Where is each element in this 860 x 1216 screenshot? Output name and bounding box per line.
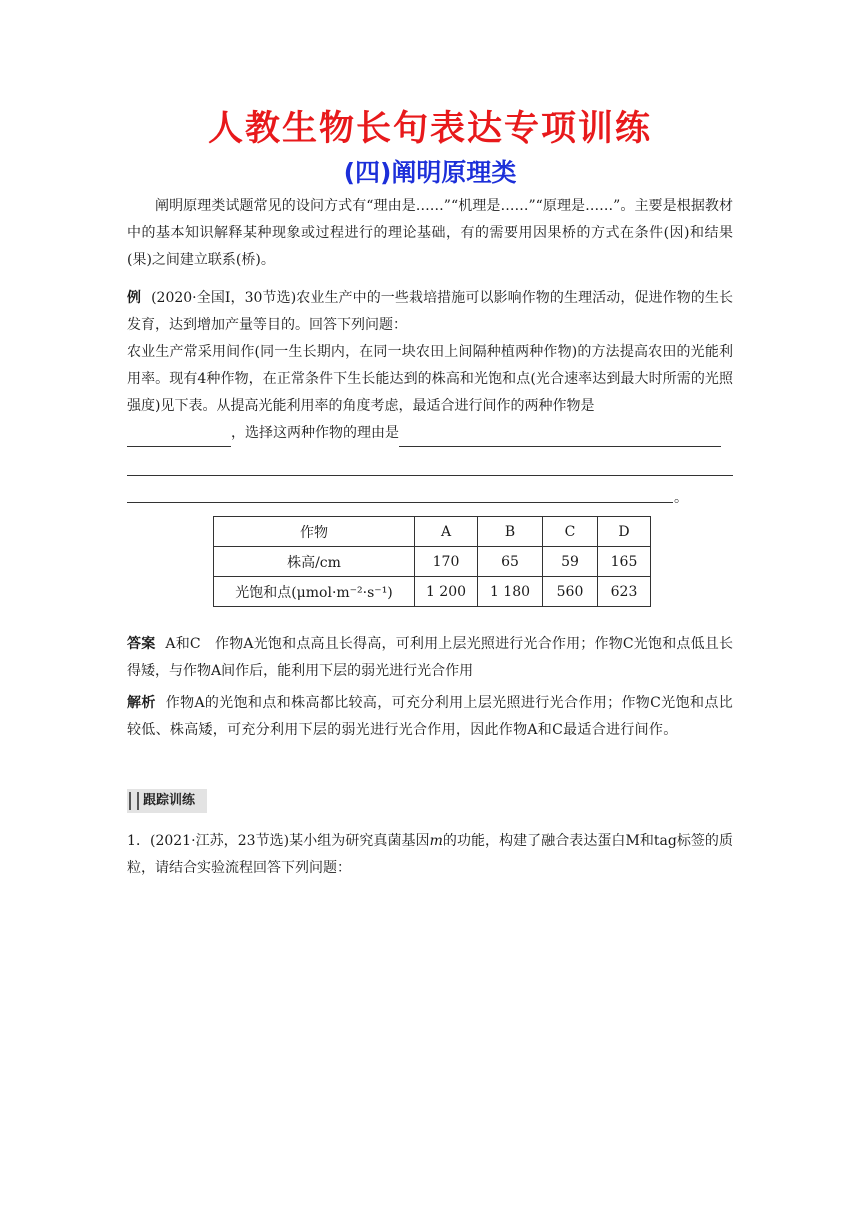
question-text-before: (2021·江苏，23节选)某小组为研究真菌基因 bbox=[150, 833, 430, 849]
example-question bbox=[127, 339, 733, 447]
table-cell: 光饱和点(μmol·m⁻²·s⁻¹) bbox=[214, 577, 415, 607]
table-cell: 165 bbox=[598, 547, 651, 577]
table-header-cell: 作物 bbox=[214, 517, 415, 547]
section-bar-icon bbox=[129, 792, 139, 810]
answer-line-2[interactable] bbox=[127, 475, 733, 476]
table-row bbox=[214, 547, 651, 577]
table-cell: 170 bbox=[415, 547, 478, 577]
example-label: 例 bbox=[127, 290, 142, 306]
table-cell: 1 180 bbox=[478, 577, 543, 607]
answer-period: 。 bbox=[674, 490, 688, 506]
table-cell: 株高/cm bbox=[214, 547, 415, 577]
data-table bbox=[213, 516, 651, 607]
table-cell: 59 bbox=[543, 547, 598, 577]
table-cell: 623 bbox=[598, 577, 651, 607]
section-header bbox=[127, 789, 207, 813]
answer-paragraph bbox=[127, 631, 733, 685]
intro-paragraph: 阐明原理类试题常见的设问方式有“理由是……”“机理是……”“原理是……”。主要是根据教材中的基本知识解释某种现象或过程进行的理论基础，有的需要用因果桥的方式在条件(因)和结果(果)之间建立联系(桥)。 bbox=[127, 198, 733, 268]
gene-name: m bbox=[429, 833, 443, 849]
analysis-label: 解析 bbox=[127, 695, 156, 711]
page-title: 人教生物长句表达专项训练 bbox=[207, 109, 652, 149]
answer-label: 答案 bbox=[127, 636, 156, 652]
table-cell: 1 200 bbox=[415, 577, 478, 607]
answer-blank-2[interactable] bbox=[399, 428, 721, 447]
table-cell: 65 bbox=[478, 547, 543, 577]
table-header-cell: A bbox=[415, 517, 478, 547]
question-text-after: 的功能，构建了融合表达蛋白M和tag标签的质粒，请结合实验流程回答下列问题： bbox=[127, 833, 733, 876]
question-1 bbox=[127, 828, 733, 882]
answer-blank-1[interactable] bbox=[127, 428, 231, 447]
section-title: 跟踪训练 bbox=[143, 793, 196, 808]
page-subtitle: (四)阐明原理类 bbox=[343, 158, 517, 187]
analysis-text: 作物A的光饱和点和株高都比较高，可充分利用上层光照进行光合作用；作物C光饱和点比较低、株高矮，可充分利用下层的弱光进行光合作用，因此作物A和C最适合进行间作。 bbox=[127, 695, 733, 738]
table-header-cell: C bbox=[543, 517, 598, 547]
example-paragraph bbox=[127, 285, 733, 339]
example-text: (2020·全国Ⅰ，30节选)农业生产中的一些栽培措施可以影响作物的生理活动，促进作物的生长发育，达到增加产量等目的。回答下列问题： bbox=[127, 290, 733, 333]
analysis-paragraph bbox=[127, 690, 733, 744]
table-row bbox=[214, 577, 651, 607]
table-header-row bbox=[214, 517, 651, 547]
table-header-cell: D bbox=[598, 517, 651, 547]
table-header-cell: B bbox=[478, 517, 543, 547]
answer-text: A和C 作物A光饱和点高且长得高，可利用上层光照进行光合作用；作物C光饱和点低且长得矮，与作物A间作后，能利用下层的弱光进行光合作用 bbox=[127, 636, 733, 679]
question-text-part2: ，选择这两种作物的理由是 bbox=[231, 425, 399, 441]
table-cell: 560 bbox=[543, 577, 598, 607]
question-text-part1: 农业生产常采用间作(同一生长期内，在同一块农田上间隔种植两种作物)的方法提高农田的光能利用率。现有4种作物，在正常条件下生长能达到的株高和光饱和点(光合速率达到最大时所需的光照强度)见下表。从提高光能利用率的角度考虑，最适合进行间作的两种作物是 bbox=[127, 344, 733, 414]
question-number: 1． bbox=[127, 833, 150, 849]
answer-line-3[interactable] bbox=[127, 502, 673, 503]
